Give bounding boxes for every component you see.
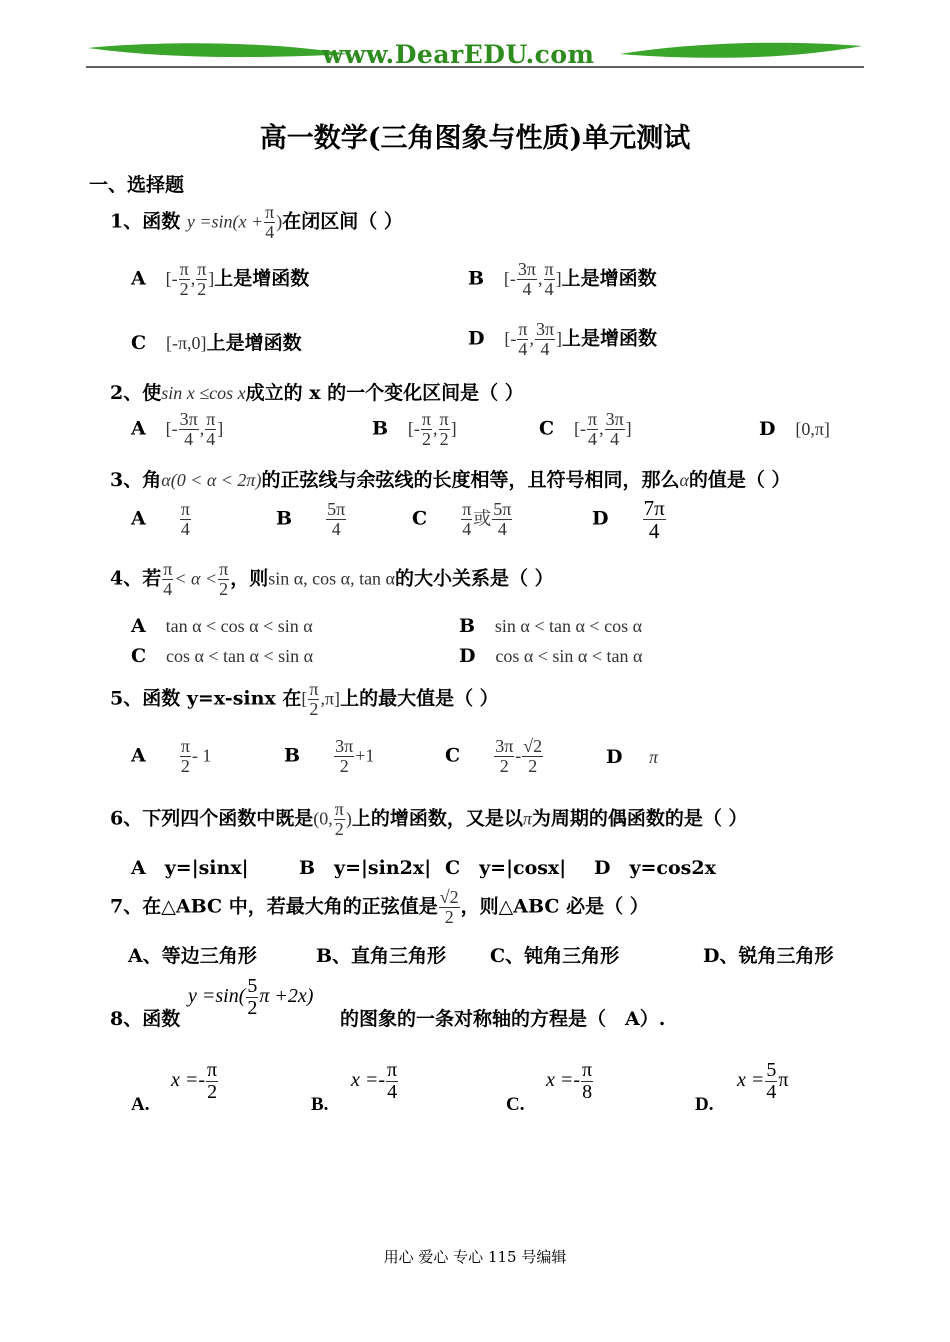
site-logo: www.DearEDU.com bbox=[322, 40, 595, 69]
q4-option-d: D cos α < sin α < tan α bbox=[459, 645, 643, 667]
math-expr: y =sin(x + bbox=[186, 211, 264, 232]
q1-option-a: A [- $\frac{\pi}{2}$ , $\frac{\pi}{2}$ ]上是增函数 bbox=[131, 259, 310, 299]
q2-option-b: B [- $\frac{\pi}{2}$ , $\frac{\pi}{2}$ ] bbox=[372, 409, 457, 449]
q1-option-c: C [-π,0]上是增函数 bbox=[131, 332, 302, 354]
q3-option-d: D $\frac{7\pi}{4}$ bbox=[592, 496, 665, 544]
q1-option-b: B [- $\frac{3\pi}{4}$ , $\frac{\pi}{4}$ ]上是增函数 bbox=[468, 259, 657, 299]
q7-option-c: C、钝角三角形 bbox=[490, 945, 620, 967]
page-title: 高一数学(三角图象与性质)单元测试 bbox=[259, 123, 691, 154]
question-5: 5、函数 y=x-sinx 在[ $\frac{\pi}{2}$ ,π]上的最大值是（ ） bbox=[110, 679, 499, 719]
q3-option-a: A $\frac{\pi}{4}$ bbox=[131, 499, 190, 539]
q5-option-b: B $\frac{3\pi}{2}$ +1 bbox=[284, 736, 375, 776]
fraction: $\frac{\pi}{4}$ bbox=[265, 202, 275, 242]
q2-option-a: A [- $\frac{3\pi}{4}$ , $\frac{\pi}{4}$ ] bbox=[131, 409, 224, 449]
left-leaf-icon bbox=[88, 43, 348, 57]
q6-option-d: D y=cos2x bbox=[594, 857, 716, 879]
q7-option-b: B、直角三角形 bbox=[316, 945, 447, 967]
q2-option-d: D [0,π] bbox=[759, 418, 830, 440]
question-number: 1、 bbox=[110, 210, 143, 233]
q6-option-c: C y=|cosx| bbox=[445, 857, 567, 879]
q3-option-c: C $\frac{\pi}{4}$ 或 $\frac{5\pi}{4}$ bbox=[412, 499, 512, 539]
q4-option-c: C cos α < tan α < sin α bbox=[131, 645, 314, 667]
page-footer: 用心 爱心 专心 115 号编辑 bbox=[383, 1248, 567, 1266]
q3-option-b: B $\frac{5\pi}{4}$ bbox=[276, 499, 346, 539]
q2-option-c: C [- $\frac{\pi}{4}$ , $\frac{3\pi}{4}$ ] bbox=[539, 409, 632, 449]
question-4: 4、若 $\frac{\pi}{4}$ < α < $\frac{\pi}{2}$ ，则sin α, cos α, tan α的大小关系是（ ） bbox=[110, 559, 554, 599]
q6-option-a: A y=|sinx| bbox=[131, 857, 249, 879]
section-heading: 一、选择题 bbox=[89, 174, 185, 196]
q4-option-a: A tan α < cos α < sin α bbox=[131, 615, 313, 637]
right-leaf-icon bbox=[620, 43, 862, 58]
q5-option-c: C $\frac{3\pi}{2}$ - $\frac{√2}{2}$ bbox=[445, 736, 543, 776]
question-7: 7、在△ABC 中，若最大角的正弦值是 $\frac{√2}{2}$ ，则△ABC 必是（ ） bbox=[110, 887, 649, 927]
question-1: 1、函数 y =sin(x + $\frac{\pi}{4}$ )在闭区间（ ） bbox=[110, 202, 403, 242]
q5-option-a: A $\frac{\pi}{2}$ - 1 bbox=[131, 736, 212, 776]
question-8: 8、函数 bbox=[110, 1008, 181, 1030]
q1-option-d: D [- $\frac{\pi}{4}$ , $\frac{3\pi}{4}$ ]上是增函数 bbox=[468, 319, 658, 359]
q8-suffix: 的图象的一条对称轴的方程是（ A）. bbox=[340, 1008, 666, 1030]
q5-option-d: D π bbox=[606, 746, 658, 768]
question-2: 2、使sin x ≤cos x成立的 x 的一个变化区间是（ ） bbox=[110, 382, 524, 404]
q6-option-b: B y=|sin2x| bbox=[299, 857, 432, 879]
q8-expression: y =sin( $\frac{5}{2}$ π +2x) bbox=[188, 975, 314, 1019]
q4-option-b: B sin α < tan α < cos α bbox=[459, 615, 643, 637]
q7-option-d: D、锐角三角形 bbox=[703, 945, 834, 967]
question-6: 6、下列四个函数中既是(0, $\frac{\pi}{2}$ )上的增函数，又是以π为周期的偶函数的是（ ） bbox=[110, 799, 748, 839]
question-3: 3、角α(0 < α < 2π)的正弦线与余弦线的长度相等，且符号相同，那么α的值是（ ） bbox=[110, 469, 791, 491]
header-banner bbox=[86, 38, 864, 70]
q7-option-a: A、等边三角形 bbox=[128, 945, 257, 967]
